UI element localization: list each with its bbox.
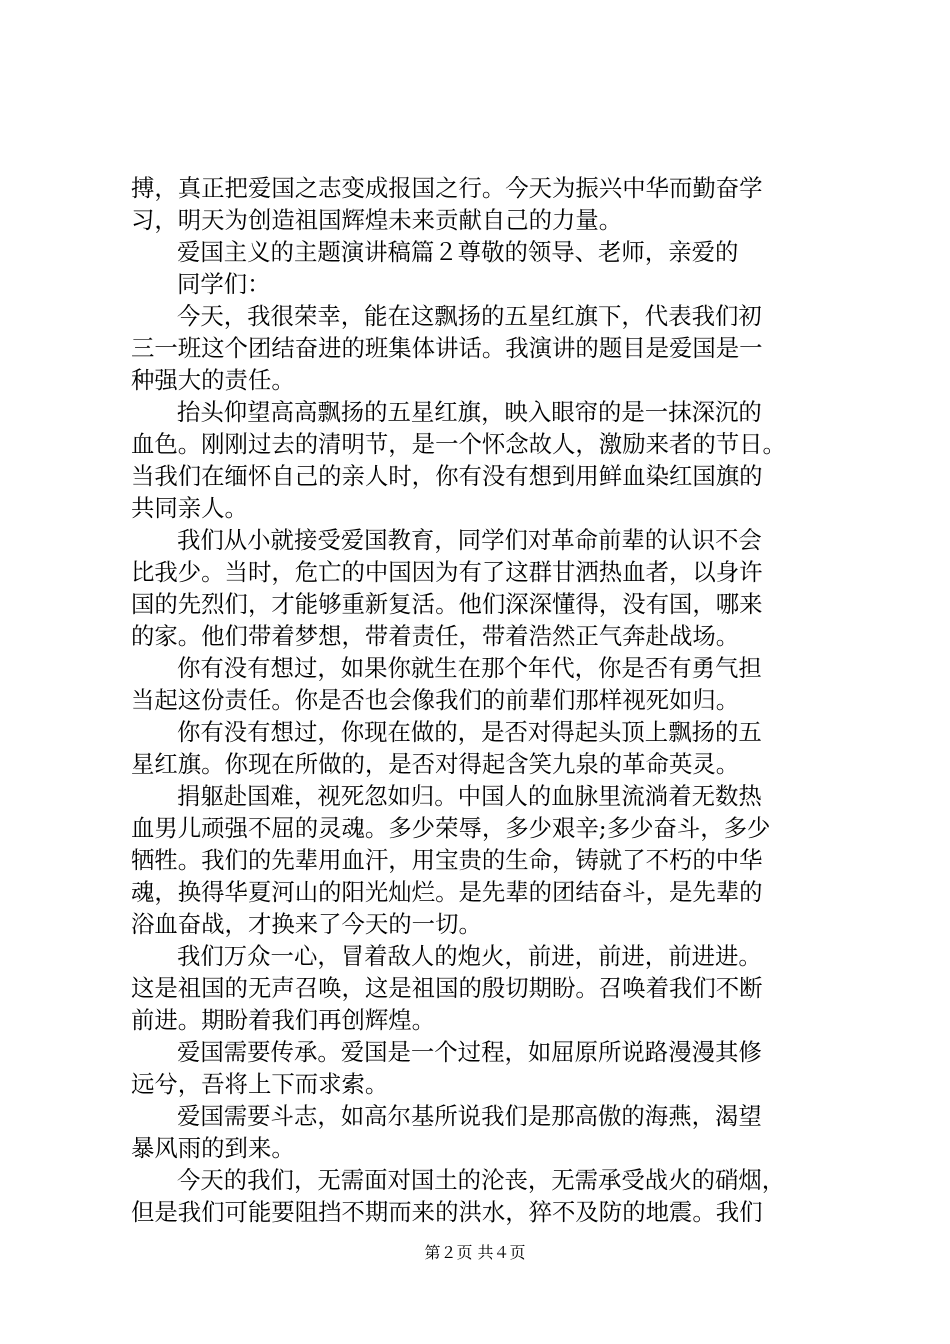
text-line: 星红旗。你现在所做的，是否对得起含笑九泉的革命英灵。 xyxy=(131,750,740,778)
text-line: 爱国主义的主题演讲稿篇２尊敬的领导、老师，亲爱的 xyxy=(177,238,739,266)
text-line: 这是祖国的无声召唤，这是祖国的殷切期盼。召唤着我们不断 xyxy=(131,974,763,1002)
text-line: 抬头仰望高高飘扬的五星红旗，映入眼帘的是一抹深沉的 xyxy=(177,398,762,426)
document-body xyxy=(131,172,831,1228)
text-line: 同学们： xyxy=(177,270,271,298)
text-line: 爱国需要斗志，如高尔基所说我们是那高傲的海燕，渴望 xyxy=(177,1102,762,1130)
text-line: 血色。刚刚过去的清明节，是一个怀念故人，激励来者的节日。 xyxy=(131,430,786,458)
text-line: 比我少。当时，危亡的中国因为有了这群甘洒热血者，以身许 xyxy=(131,558,763,586)
text-line: 今天，我很荣幸，能在这飘扬的五星红旗下，代表我们初 xyxy=(177,302,762,330)
text-line: 暴风雨的到来。 xyxy=(131,1134,295,1162)
text-line: 你有没有想过，你现在做的，是否对得起头顶上飘扬的五 xyxy=(177,718,762,746)
text-line: 共同亲人。 xyxy=(131,494,248,522)
text-line: 当起这份责任。你是否也会像我们的前辈们那样视死如归。 xyxy=(131,686,740,714)
text-line: 当我们在缅怀自己的亲人时，你有没有想到用鲜血染红国旗的 xyxy=(131,462,763,490)
page-footer: 第２页 共４页 xyxy=(424,1243,526,1262)
text-line: 习，明天为创造祖国辉煌未来贡献自己的力量。 xyxy=(131,206,623,234)
text-line: 国的先烈们，才能够重新复活。他们深深懂得，没有国，哪来 xyxy=(131,590,763,618)
text-line: 爱国需要传承。爱国是一个过程，如屈原所说路漫漫其修 xyxy=(177,1038,762,1066)
text-line: 捐躯赴国难，视死忽如归。中国人的血脉里流淌着无数热 xyxy=(177,782,762,810)
text-line: 搏，真正把爱国之志变成报国之行。今天为振兴中华而勤奋学 xyxy=(131,174,763,202)
text-line: 我们万众一心，冒着敌人的炮火，前进，前进，前进进。 xyxy=(177,942,762,970)
text-line: 血男儿顽强不屈的灵魂。多少荣辱，多少艰辛;多少奋斗，多少 xyxy=(131,814,771,842)
text-line: 牺牲。我们的先辈用血汗，用宝贵的生命，铸就了不朽的中华 xyxy=(131,846,763,874)
text-line: 魂，换得华夏河山的阳光灿烂。是先辈的团结奋斗，是先辈的 xyxy=(131,878,763,906)
text-line: 今天的我们，无需面对国土的沦丧，无需承受战火的硝烟， xyxy=(177,1166,786,1194)
text-line: 你有没有想过，如果你就生在那个年代，你是否有勇气担 xyxy=(177,654,762,682)
text-line: 的家。他们带着梦想，带着责任，带着浩然正气奔赴战场。 xyxy=(131,622,740,650)
text-line: 但是我们可能要阻挡不期而来的洪水，猝不及防的地震。我们 xyxy=(131,1198,763,1226)
text-line: 远兮，吾将上下而求索。 xyxy=(131,1070,389,1098)
text-line: 种强大的责任。 xyxy=(131,366,295,394)
text-line: 浴血奋战，才换来了今天的一切。 xyxy=(131,910,482,938)
text-line: 我们从小就接受爱国教育，同学们对革命前辈的认识不会 xyxy=(177,526,762,554)
text-line: 前进。期盼着我们再创辉煌。 xyxy=(131,1006,436,1034)
text-line: 三一班这个团结奋进的班集体讲话。我演讲的题目是爱国是一 xyxy=(131,334,763,362)
